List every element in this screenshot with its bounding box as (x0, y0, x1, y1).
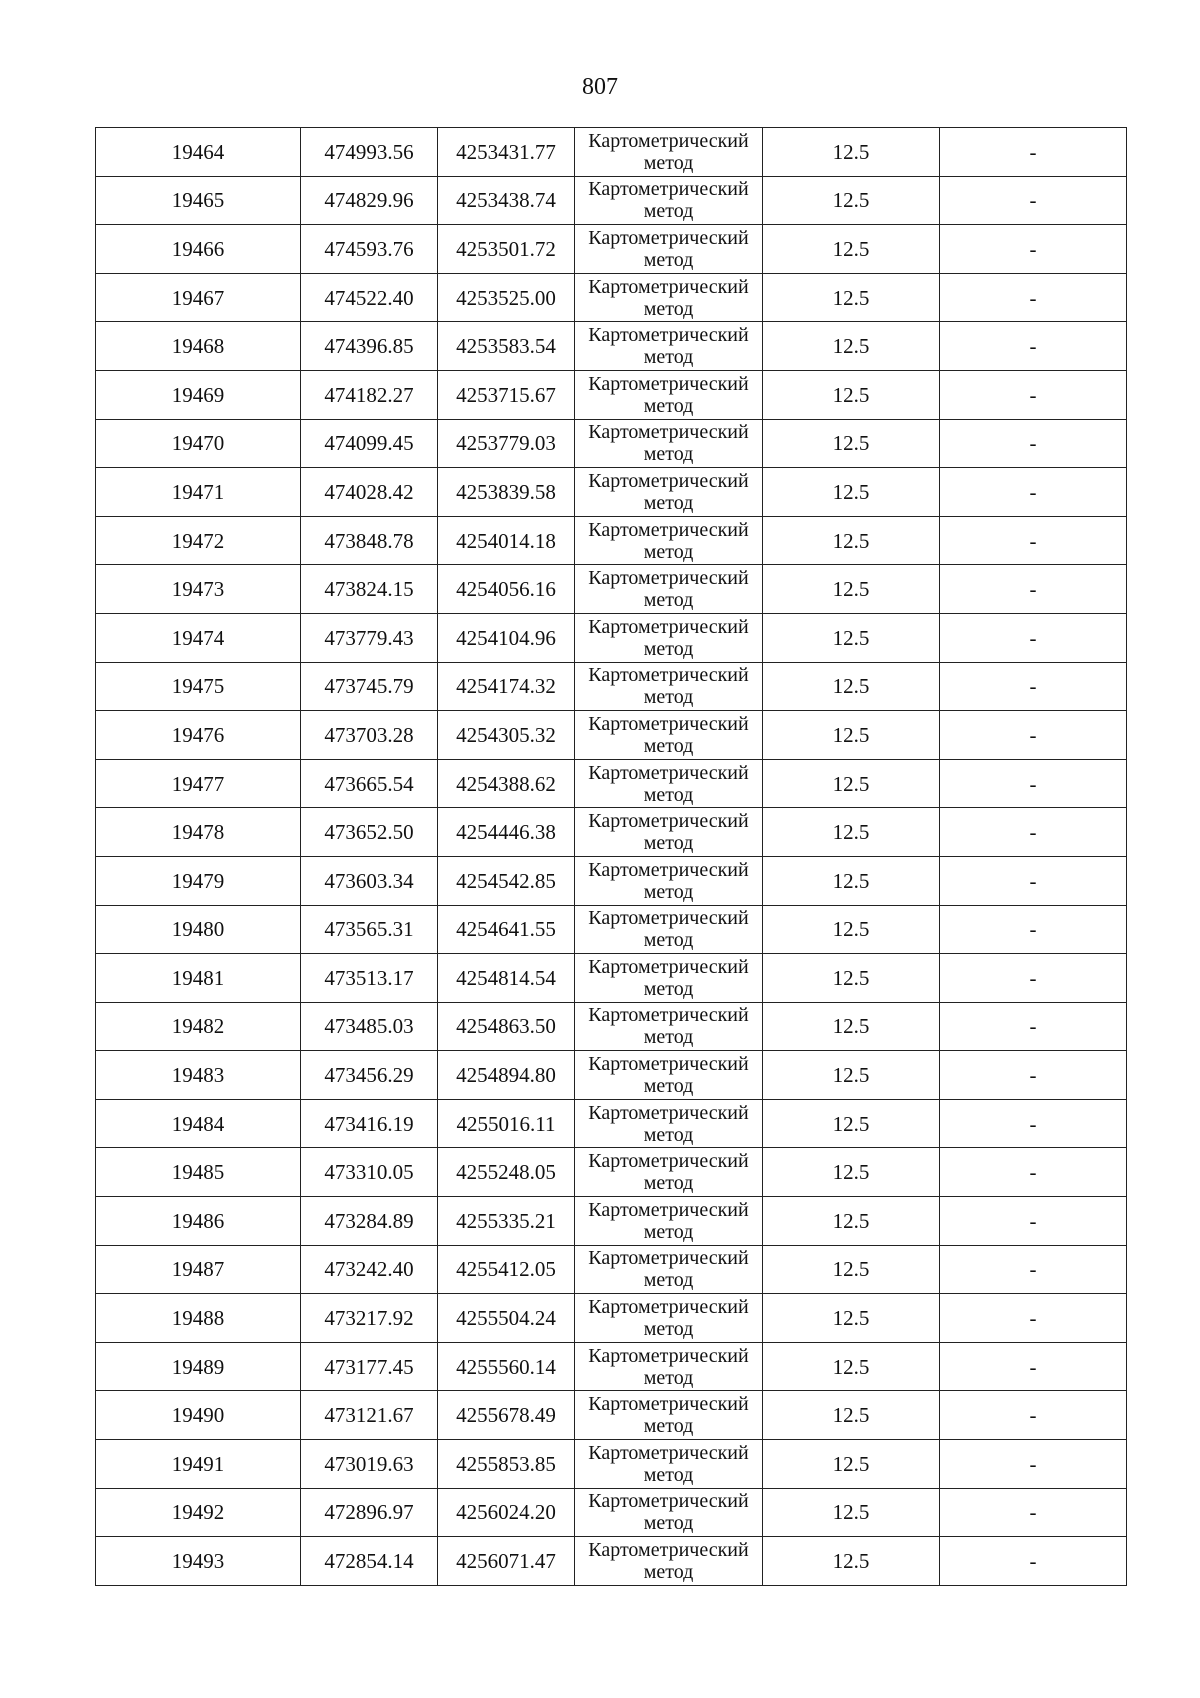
table-row (96, 516, 1127, 565)
cell-y-coordinate: 4254446.38 (438, 808, 575, 857)
cell-method (575, 128, 763, 177)
method-line-1: Картометрический (588, 907, 749, 930)
method-line-2: метод (643, 1318, 694, 1341)
cell-method (575, 905, 763, 954)
cell-point-number: 19471 (96, 468, 301, 517)
cell-method (575, 856, 763, 905)
cell-x-coordinate: 473513.17 (301, 954, 438, 1003)
cell-accuracy: 12.5 (763, 225, 940, 274)
cell-x-coordinate: 473456.29 (301, 1051, 438, 1100)
method-line-1: Картометрический (588, 810, 749, 833)
cell-method (575, 613, 763, 662)
cell-accuracy: 12.5 (763, 370, 940, 419)
cell-accuracy: 12.5 (763, 759, 940, 808)
cell-y-coordinate: 4255248.05 (438, 1148, 575, 1197)
table-row (96, 565, 1127, 614)
cell-x-coordinate: 474593.76 (301, 225, 438, 274)
method-line-1: Картометрический (588, 712, 749, 735)
cell-note: - (940, 1488, 1127, 1537)
method-line-1: Картометрический (588, 1490, 749, 1513)
cell-method (575, 370, 763, 419)
cell-method (575, 808, 763, 857)
method-line-1: Картометрический (588, 421, 749, 444)
method-line-2: метод (643, 832, 694, 855)
table-row (96, 128, 1127, 177)
method-line-2: метод (643, 1026, 694, 1049)
cell-point-number: 19470 (96, 419, 301, 468)
cell-x-coordinate: 473177.45 (301, 1342, 438, 1391)
table-row (96, 225, 1127, 274)
cell-note: - (940, 128, 1127, 177)
cell-method (575, 1391, 763, 1440)
cell-point-number: 19487 (96, 1245, 301, 1294)
cell-y-coordinate: 4254056.16 (438, 565, 575, 614)
cell-y-coordinate: 4255335.21 (438, 1197, 575, 1246)
table-row (96, 1245, 1127, 1294)
cell-note: - (940, 516, 1127, 565)
cell-accuracy: 12.5 (763, 1148, 940, 1197)
method-line-1: Картометрический (588, 129, 749, 152)
cell-method (575, 1197, 763, 1246)
method-line-1: Картометрический (588, 664, 749, 687)
method-line-2: метод (643, 1561, 694, 1584)
cell-accuracy: 12.5 (763, 1391, 940, 1440)
method-line-2: метод (643, 248, 694, 271)
cell-x-coordinate: 473779.43 (301, 613, 438, 662)
cell-y-coordinate: 4253431.77 (438, 128, 575, 177)
cell-accuracy: 12.5 (763, 322, 940, 371)
cell-x-coordinate: 473217.92 (301, 1294, 438, 1343)
cell-y-coordinate: 4253438.74 (438, 176, 575, 225)
cell-accuracy: 12.5 (763, 954, 940, 1003)
cell-method (575, 225, 763, 274)
table-row (96, 613, 1127, 662)
cell-accuracy: 12.5 (763, 662, 940, 711)
method-line-2: метод (643, 686, 694, 709)
cell-accuracy: 12.5 (763, 711, 940, 760)
cell-y-coordinate: 4254863.50 (438, 1002, 575, 1051)
method-line-2: метод (643, 346, 694, 369)
cell-x-coordinate: 474182.27 (301, 370, 438, 419)
cell-method (575, 759, 763, 808)
cell-point-number: 19477 (96, 759, 301, 808)
cell-point-number: 19474 (96, 613, 301, 662)
cell-x-coordinate: 473485.03 (301, 1002, 438, 1051)
table-row (96, 322, 1127, 371)
table-row (96, 1099, 1127, 1148)
cell-accuracy: 12.5 (763, 613, 940, 662)
cell-y-coordinate: 4255412.05 (438, 1245, 575, 1294)
cell-x-coordinate: 472854.14 (301, 1537, 438, 1586)
cell-accuracy: 12.5 (763, 1002, 940, 1051)
method-line-1: Картометрический (588, 955, 749, 978)
cell-x-coordinate: 473703.28 (301, 711, 438, 760)
cell-note: - (940, 808, 1127, 857)
method-line-2: метод (643, 297, 694, 320)
cell-point-number: 19479 (96, 856, 301, 905)
cell-accuracy: 12.5 (763, 468, 940, 517)
cell-accuracy: 12.5 (763, 273, 940, 322)
method-line-2: метод (643, 783, 694, 806)
method-line-1: Картометрический (588, 1247, 749, 1270)
cell-accuracy: 12.5 (763, 1440, 940, 1489)
cell-point-number: 19481 (96, 954, 301, 1003)
method-line-1: Картометрический (588, 518, 749, 541)
cell-method (575, 468, 763, 517)
cell-accuracy: 12.5 (763, 565, 940, 614)
method-line-2: метод (643, 1512, 694, 1535)
cell-point-number: 19491 (96, 1440, 301, 1489)
cell-accuracy: 12.5 (763, 128, 940, 177)
cell-y-coordinate: 4253839.58 (438, 468, 575, 517)
cell-note: - (940, 759, 1127, 808)
cell-note: - (940, 419, 1127, 468)
cell-x-coordinate: 474522.40 (301, 273, 438, 322)
cell-y-coordinate: 4254814.54 (438, 954, 575, 1003)
method-line-1: Картометрический (588, 1296, 749, 1319)
cell-y-coordinate: 4254641.55 (438, 905, 575, 954)
cell-method (575, 419, 763, 468)
cell-note: - (940, 711, 1127, 760)
cell-accuracy: 12.5 (763, 1488, 940, 1537)
cell-x-coordinate: 473242.40 (301, 1245, 438, 1294)
method-line-1: Картометрический (588, 615, 749, 638)
cell-x-coordinate: 474099.45 (301, 419, 438, 468)
table-row (96, 1391, 1127, 1440)
table-row (96, 1148, 1127, 1197)
cell-point-number: 19465 (96, 176, 301, 225)
cell-point-number: 19488 (96, 1294, 301, 1343)
method-line-1: Картометрический (588, 469, 749, 492)
cell-accuracy: 12.5 (763, 1051, 940, 1100)
cell-point-number: 19483 (96, 1051, 301, 1100)
cell-note: - (940, 225, 1127, 274)
cell-y-coordinate: 4254388.62 (438, 759, 575, 808)
method-line-2: метод (643, 394, 694, 417)
table-row (96, 662, 1127, 711)
cell-y-coordinate: 4254014.18 (438, 516, 575, 565)
cell-point-number: 19489 (96, 1342, 301, 1391)
method-line-1: Картометрический (588, 567, 749, 590)
cell-note: - (940, 905, 1127, 954)
cell-note: - (940, 565, 1127, 614)
cell-y-coordinate: 4255853.85 (438, 1440, 575, 1489)
cell-accuracy: 12.5 (763, 856, 940, 905)
method-line-1: Картометрический (588, 372, 749, 395)
cell-x-coordinate: 473665.54 (301, 759, 438, 808)
method-line-2: метод (643, 880, 694, 903)
cell-accuracy: 12.5 (763, 808, 940, 857)
method-line-1: Картометрический (588, 324, 749, 347)
table-row (96, 1051, 1127, 1100)
cell-y-coordinate: 4253501.72 (438, 225, 575, 274)
cell-x-coordinate: 474829.96 (301, 176, 438, 225)
table-row (96, 176, 1127, 225)
cell-accuracy: 12.5 (763, 1537, 940, 1586)
cell-note: - (940, 1148, 1127, 1197)
cell-note: - (940, 370, 1127, 419)
table-row (96, 1440, 1127, 1489)
cell-y-coordinate: 4255560.14 (438, 1342, 575, 1391)
cell-note: - (940, 1099, 1127, 1148)
table-row (96, 905, 1127, 954)
cell-point-number: 19469 (96, 370, 301, 419)
cell-y-coordinate: 4255016.11 (438, 1099, 575, 1148)
cell-point-number: 19476 (96, 711, 301, 760)
cell-method (575, 1148, 763, 1197)
cell-x-coordinate: 473848.78 (301, 516, 438, 565)
cell-y-coordinate: 4253779.03 (438, 419, 575, 468)
cell-y-coordinate: 4254104.96 (438, 613, 575, 662)
cell-accuracy: 12.5 (763, 1245, 940, 1294)
cell-note: - (940, 1051, 1127, 1100)
table-row (96, 1294, 1127, 1343)
method-line-2: метод (643, 589, 694, 612)
table-body (96, 128, 1127, 1586)
page-number: 807 (582, 74, 618, 100)
cell-method (575, 1342, 763, 1391)
cell-note: - (940, 613, 1127, 662)
method-line-2: метод (643, 491, 694, 514)
cell-x-coordinate: 473121.67 (301, 1391, 438, 1440)
table-row (96, 468, 1127, 517)
cell-point-number: 19492 (96, 1488, 301, 1537)
cell-note: - (940, 1537, 1127, 1586)
cell-note: - (940, 176, 1127, 225)
cell-method (575, 1099, 763, 1148)
cell-x-coordinate: 472896.97 (301, 1488, 438, 1537)
method-line-1: Картометрический (588, 1004, 749, 1027)
cell-point-number: 19464 (96, 128, 301, 177)
cell-y-coordinate: 4254542.85 (438, 856, 575, 905)
method-line-2: метод (643, 637, 694, 660)
method-line-1: Картометрический (588, 1344, 749, 1367)
cell-note: - (940, 1440, 1127, 1489)
cell-x-coordinate: 474396.85 (301, 322, 438, 371)
cell-x-coordinate: 473565.31 (301, 905, 438, 954)
method-line-2: метод (643, 929, 694, 952)
cell-point-number: 19485 (96, 1148, 301, 1197)
cell-method (575, 954, 763, 1003)
cell-note: - (940, 1294, 1127, 1343)
method-line-2: метод (643, 151, 694, 174)
cell-point-number: 19468 (96, 322, 301, 371)
table-row (96, 1342, 1127, 1391)
table-row (96, 808, 1127, 857)
cell-method (575, 1488, 763, 1537)
coordinates-table (95, 127, 1127, 1586)
table-row (96, 1002, 1127, 1051)
cell-x-coordinate: 473652.50 (301, 808, 438, 857)
table-row (96, 856, 1127, 905)
cell-note: - (940, 468, 1127, 517)
cell-method (575, 711, 763, 760)
cell-method (575, 1051, 763, 1100)
cell-accuracy: 12.5 (763, 419, 940, 468)
cell-method (575, 322, 763, 371)
method-line-1: Картометрический (588, 1539, 749, 1562)
method-line-1: Картометрический (588, 858, 749, 881)
cell-point-number: 19482 (96, 1002, 301, 1051)
cell-y-coordinate: 4255504.24 (438, 1294, 575, 1343)
method-line-1: Картометрический (588, 226, 749, 249)
method-line-2: метод (643, 1366, 694, 1389)
cell-point-number: 19473 (96, 565, 301, 614)
cell-method (575, 176, 763, 225)
table-row (96, 370, 1127, 419)
cell-y-coordinate: 4253715.67 (438, 370, 575, 419)
cell-accuracy: 12.5 (763, 516, 940, 565)
cell-note: - (940, 856, 1127, 905)
cell-note: - (940, 1391, 1127, 1440)
cell-x-coordinate: 473745.79 (301, 662, 438, 711)
table-row (96, 711, 1127, 760)
cell-method (575, 1294, 763, 1343)
method-line-1: Картометрический (588, 1101, 749, 1124)
method-line-1: Картометрический (588, 1441, 749, 1464)
table-row (96, 1537, 1127, 1586)
cell-note: - (940, 954, 1127, 1003)
cell-method (575, 1537, 763, 1586)
cell-y-coordinate: 4254894.80 (438, 1051, 575, 1100)
cell-point-number: 19475 (96, 662, 301, 711)
cell-x-coordinate: 473416.19 (301, 1099, 438, 1148)
cell-point-number: 19493 (96, 1537, 301, 1586)
method-line-2: метод (643, 1269, 694, 1292)
cell-accuracy: 12.5 (763, 1294, 940, 1343)
cell-point-number: 19480 (96, 905, 301, 954)
cell-y-coordinate: 4254305.32 (438, 711, 575, 760)
method-line-2: метод (643, 734, 694, 757)
cell-y-coordinate: 4256071.47 (438, 1537, 575, 1586)
cell-x-coordinate: 473824.15 (301, 565, 438, 614)
cell-y-coordinate: 4253583.54 (438, 322, 575, 371)
method-line-1: Картометрический (588, 1393, 749, 1416)
cell-note: - (940, 322, 1127, 371)
method-line-2: метод (643, 977, 694, 1000)
cell-note: - (940, 273, 1127, 322)
method-line-2: метод (643, 1463, 694, 1486)
cell-note: - (940, 1342, 1127, 1391)
method-line-2: метод (643, 1220, 694, 1243)
table-row (96, 759, 1127, 808)
method-line-1: Картометрический (588, 1150, 749, 1173)
cell-accuracy: 12.5 (763, 1197, 940, 1246)
table-row (96, 1197, 1127, 1246)
cell-accuracy: 12.5 (763, 176, 940, 225)
table-row (96, 1488, 1127, 1537)
cell-point-number: 19472 (96, 516, 301, 565)
table-row (96, 273, 1127, 322)
cell-x-coordinate: 473310.05 (301, 1148, 438, 1197)
method-line-2: метод (643, 443, 694, 466)
method-line-2: метод (643, 1123, 694, 1146)
cell-accuracy: 12.5 (763, 1342, 940, 1391)
cell-method (575, 662, 763, 711)
cell-method (575, 1002, 763, 1051)
cell-note: - (940, 662, 1127, 711)
method-line-1: Картометрический (588, 275, 749, 298)
method-line-2: метод (643, 1415, 694, 1438)
method-line-2: метод (643, 200, 694, 223)
cell-point-number: 19478 (96, 808, 301, 857)
cell-accuracy: 12.5 (763, 1099, 940, 1148)
cell-x-coordinate: 474993.56 (301, 128, 438, 177)
cell-accuracy: 12.5 (763, 905, 940, 954)
cell-method (575, 273, 763, 322)
method-line-1: Картометрический (588, 761, 749, 784)
method-line-2: метод (643, 540, 694, 563)
cell-note: - (940, 1197, 1127, 1246)
cell-method (575, 565, 763, 614)
cell-y-coordinate: 4256024.20 (438, 1488, 575, 1537)
cell-note: - (940, 1245, 1127, 1294)
table-row (96, 954, 1127, 1003)
cell-x-coordinate: 473019.63 (301, 1440, 438, 1489)
method-line-1: Картометрический (588, 1198, 749, 1221)
cell-point-number: 19490 (96, 1391, 301, 1440)
cell-y-coordinate: 4255678.49 (438, 1391, 575, 1440)
cell-note: - (940, 1002, 1127, 1051)
cell-point-number: 19466 (96, 225, 301, 274)
table-row (96, 419, 1127, 468)
cell-method (575, 1440, 763, 1489)
cell-x-coordinate: 473284.89 (301, 1197, 438, 1246)
cell-x-coordinate: 473603.34 (301, 856, 438, 905)
method-line-2: метод (643, 1172, 694, 1195)
method-line-1: Картометрический (588, 1053, 749, 1076)
cell-x-coordinate: 474028.42 (301, 468, 438, 517)
cell-point-number: 19484 (96, 1099, 301, 1148)
cell-y-coordinate: 4253525.00 (438, 273, 575, 322)
cell-method (575, 516, 763, 565)
cell-method (575, 1245, 763, 1294)
method-line-2: метод (643, 1075, 694, 1098)
method-line-1: Картометрический (588, 178, 749, 201)
cell-point-number: 19467 (96, 273, 301, 322)
cell-y-coordinate: 4254174.32 (438, 662, 575, 711)
cell-point-number: 19486 (96, 1197, 301, 1246)
